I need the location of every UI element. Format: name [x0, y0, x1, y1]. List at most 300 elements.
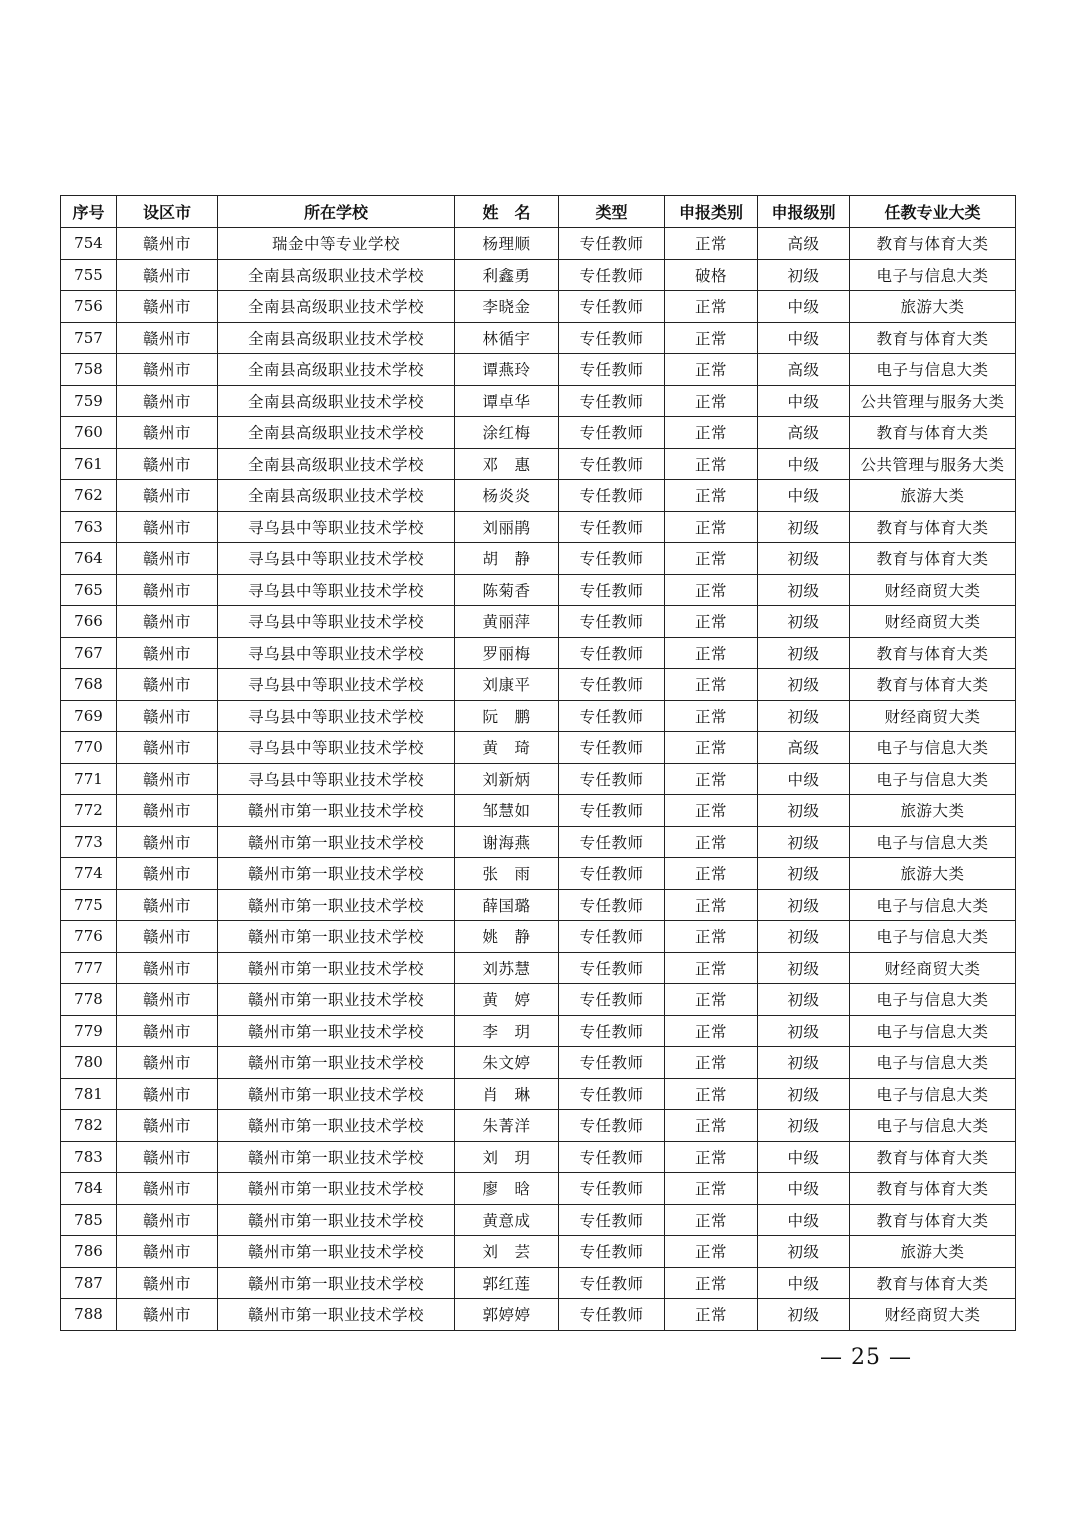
- table-row: [61, 606, 1016, 638]
- cell-type: 专任教师: [559, 921, 665, 953]
- cell-major-category: 教育与体育大类: [850, 669, 1016, 701]
- cell-school: 全南县高级职业技术学校: [218, 448, 455, 480]
- cell-apply-level: 初级: [758, 826, 850, 858]
- cell-city: 赣州市: [117, 1236, 218, 1268]
- page-number: — 25 —: [820, 1345, 912, 1370]
- col-header-city: 设区市: [117, 196, 218, 228]
- cell-school: 赣州市第一职业技术学校: [218, 1299, 455, 1331]
- cell-apply-level: 初级: [758, 1015, 850, 1047]
- cell-major-category: 电子与信息大类: [850, 259, 1016, 291]
- cell-major-category: 教育与体育大类: [850, 417, 1016, 449]
- cell-school: 全南县高级职业技术学校: [218, 291, 455, 323]
- cell-apply-level: 中级: [758, 385, 850, 417]
- cell-school: 寻乌县中等职业技术学校: [218, 606, 455, 638]
- cell-city: 赣州市: [117, 574, 218, 606]
- table-row: [61, 1267, 1016, 1299]
- cell-seq: 754: [61, 228, 117, 260]
- cell-apply-category: 正常: [665, 637, 758, 669]
- cell-major-category: 财经商贸大类: [850, 700, 1016, 732]
- table-row: [61, 417, 1016, 449]
- cell-apply-category: 正常: [665, 543, 758, 575]
- table-row: [61, 448, 1016, 480]
- cell-apply-category: 正常: [665, 354, 758, 386]
- cell-type: 专任教师: [559, 984, 665, 1016]
- cell-name: 郭婷婷: [455, 1299, 559, 1331]
- cell-apply-level: 初级: [758, 795, 850, 827]
- cell-city: 赣州市: [117, 1015, 218, 1047]
- cell-seq: 757: [61, 322, 117, 354]
- cell-apply-category: 正常: [665, 984, 758, 1016]
- table-row: [61, 385, 1016, 417]
- cell-city: 赣州市: [117, 228, 218, 260]
- cell-major-category: 教育与体育大类: [850, 322, 1016, 354]
- cell-major-category: 电子与信息大类: [850, 984, 1016, 1016]
- table-row: [61, 322, 1016, 354]
- cell-type: 专任教师: [559, 1267, 665, 1299]
- cell-school: 赣州市第一职业技术学校: [218, 1204, 455, 1236]
- cell-name: 肖 琳: [455, 1078, 559, 1110]
- cell-city: 赣州市: [117, 480, 218, 512]
- cell-school: 赣州市第一职业技术学校: [218, 921, 455, 953]
- cell-type: 专任教师: [559, 1173, 665, 1205]
- cell-apply-level: 中级: [758, 763, 850, 795]
- cell-apply-category: 正常: [665, 1078, 758, 1110]
- cell-school: 赣州市第一职业技术学校: [218, 1078, 455, 1110]
- cell-apply-level: 初级: [758, 858, 850, 890]
- table-row: [61, 574, 1016, 606]
- cell-school: 赣州市第一职业技术学校: [218, 1110, 455, 1142]
- cell-city: 赣州市: [117, 1110, 218, 1142]
- cell-seq: 756: [61, 291, 117, 323]
- cell-name: 谭卓华: [455, 385, 559, 417]
- cell-name: 李 玥: [455, 1015, 559, 1047]
- cell-city: 赣州市: [117, 291, 218, 323]
- cell-type: 专任教师: [559, 1110, 665, 1142]
- cell-apply-category: 正常: [665, 1267, 758, 1299]
- cell-apply-category: 正常: [665, 606, 758, 638]
- cell-school: 寻乌县中等职业技术学校: [218, 637, 455, 669]
- cell-apply-level: 初级: [758, 984, 850, 1016]
- cell-name: 黄 琦: [455, 732, 559, 764]
- cell-major-category: 教育与体育大类: [850, 1141, 1016, 1173]
- cell-type: 专任教师: [559, 795, 665, 827]
- cell-city: 赣州市: [117, 732, 218, 764]
- cell-type: 专任教师: [559, 291, 665, 323]
- col-header-school: 所在学校: [218, 196, 455, 228]
- table-row: [61, 511, 1016, 543]
- cell-apply-level: 初级: [758, 1047, 850, 1079]
- cell-apply-category: 破格: [665, 259, 758, 291]
- cell-name: 刘新炳: [455, 763, 559, 795]
- table-row: [61, 354, 1016, 386]
- cell-apply-category: 正常: [665, 1204, 758, 1236]
- cell-apply-category: 正常: [665, 322, 758, 354]
- cell-school: 全南县高级职业技术学校: [218, 417, 455, 449]
- cell-type: 专任教师: [559, 606, 665, 638]
- cell-seq: 772: [61, 795, 117, 827]
- cell-seq: 775: [61, 889, 117, 921]
- cell-major-category: 电子与信息大类: [850, 732, 1016, 764]
- cell-name: 罗丽梅: [455, 637, 559, 669]
- cell-seq: 777: [61, 952, 117, 984]
- cell-seq: 765: [61, 574, 117, 606]
- cell-type: 专任教师: [559, 448, 665, 480]
- cell-major-category: 电子与信息大类: [850, 826, 1016, 858]
- cell-school: 寻乌县中等职业技术学校: [218, 511, 455, 543]
- cell-type: 专任教师: [559, 1047, 665, 1079]
- cell-seq: 767: [61, 637, 117, 669]
- cell-type: 专任教师: [559, 1236, 665, 1268]
- cell-seq: 782: [61, 1110, 117, 1142]
- cell-school: 全南县高级职业技术学校: [218, 385, 455, 417]
- cell-type: 专任教师: [559, 480, 665, 512]
- cell-school: 赣州市第一职业技术学校: [218, 826, 455, 858]
- table-row: [61, 543, 1016, 575]
- cell-seq: 761: [61, 448, 117, 480]
- cell-apply-category: 正常: [665, 1015, 758, 1047]
- col-header-seq: 序号: [61, 196, 117, 228]
- cell-name: 阮 鹏: [455, 700, 559, 732]
- cell-major-category: 教育与体育大类: [850, 1173, 1016, 1205]
- cell-school: 全南县高级职业技术学校: [218, 259, 455, 291]
- cell-major-category: 教育与体育大类: [850, 228, 1016, 260]
- cell-major-category: 电子与信息大类: [850, 1015, 1016, 1047]
- table-row: [61, 921, 1016, 953]
- cell-name: 李晓金: [455, 291, 559, 323]
- cell-apply-level: 中级: [758, 448, 850, 480]
- cell-type: 专任教师: [559, 858, 665, 890]
- cell-major-category: 电子与信息大类: [850, 1078, 1016, 1110]
- cell-seq: 776: [61, 921, 117, 953]
- cell-apply-category: 正常: [665, 795, 758, 827]
- teacher-list-table: [60, 195, 1016, 1331]
- cell-apply-category: 正常: [665, 1299, 758, 1331]
- table-row: [61, 1141, 1016, 1173]
- cell-apply-category: 正常: [665, 1173, 758, 1205]
- cell-name: 黄 婷: [455, 984, 559, 1016]
- cell-major-category: 公共管理与服务大类: [850, 448, 1016, 480]
- cell-name: 张 雨: [455, 858, 559, 890]
- cell-school: 赣州市第一职业技术学校: [218, 858, 455, 890]
- cell-school: 寻乌县中等职业技术学校: [218, 669, 455, 701]
- cell-major-category: 公共管理与服务大类: [850, 385, 1016, 417]
- cell-name: 廖 晗: [455, 1173, 559, 1205]
- cell-name: 朱文婷: [455, 1047, 559, 1079]
- cell-school: 赣州市第一职业技术学校: [218, 1047, 455, 1079]
- cell-type: 专任教师: [559, 1299, 665, 1331]
- table-row: [61, 1236, 1016, 1268]
- cell-major-category: 电子与信息大类: [850, 354, 1016, 386]
- cell-type: 专任教师: [559, 763, 665, 795]
- cell-apply-level: 初级: [758, 606, 850, 638]
- cell-apply-category: 正常: [665, 1236, 758, 1268]
- cell-apply-level: 初级: [758, 1110, 850, 1142]
- cell-city: 赣州市: [117, 448, 218, 480]
- cell-apply-category: 正常: [665, 1110, 758, 1142]
- cell-apply-level: 中级: [758, 1173, 850, 1205]
- cell-seq: 760: [61, 417, 117, 449]
- cell-apply-category: 正常: [665, 1047, 758, 1079]
- cell-seq: 779: [61, 1015, 117, 1047]
- cell-name: 谭燕玲: [455, 354, 559, 386]
- cell-apply-level: 高级: [758, 417, 850, 449]
- table-row: [61, 1047, 1016, 1079]
- cell-city: 赣州市: [117, 858, 218, 890]
- cell-type: 专任教师: [559, 637, 665, 669]
- cell-major-category: 旅游大类: [850, 795, 1016, 827]
- cell-school: 赣州市第一职业技术学校: [218, 889, 455, 921]
- table-body: [61, 228, 1016, 1331]
- cell-city: 赣州市: [117, 259, 218, 291]
- cell-major-category: 教育与体育大类: [850, 511, 1016, 543]
- cell-school: 寻乌县中等职业技术学校: [218, 763, 455, 795]
- cell-type: 专任教师: [559, 732, 665, 764]
- cell-school: 寻乌县中等职业技术学校: [218, 732, 455, 764]
- cell-major-category: 电子与信息大类: [850, 763, 1016, 795]
- cell-type: 专任教师: [559, 417, 665, 449]
- cell-apply-level: 初级: [758, 637, 850, 669]
- cell-name: 刘 玥: [455, 1141, 559, 1173]
- cell-city: 赣州市: [117, 795, 218, 827]
- cell-name: 刘苏慧: [455, 952, 559, 984]
- cell-city: 赣州市: [117, 952, 218, 984]
- cell-seq: 773: [61, 826, 117, 858]
- table-row: [61, 952, 1016, 984]
- cell-seq: 769: [61, 700, 117, 732]
- cell-school: 赣州市第一职业技术学校: [218, 984, 455, 1016]
- cell-city: 赣州市: [117, 921, 218, 953]
- cell-apply-category: 正常: [665, 732, 758, 764]
- cell-apply-category: 正常: [665, 1141, 758, 1173]
- cell-type: 专任教师: [559, 322, 665, 354]
- cell-major-category: 电子与信息大类: [850, 889, 1016, 921]
- cell-seq: 783: [61, 1141, 117, 1173]
- cell-school: 赣州市第一职业技术学校: [218, 1173, 455, 1205]
- cell-apply-category: 正常: [665, 511, 758, 543]
- cell-name: 刘丽鹃: [455, 511, 559, 543]
- cell-major-category: 财经商贸大类: [850, 952, 1016, 984]
- cell-apply-category: 正常: [665, 921, 758, 953]
- cell-city: 赣州市: [117, 889, 218, 921]
- table-header-row: [61, 196, 1016, 228]
- cell-city: 赣州市: [117, 322, 218, 354]
- cell-seq: 764: [61, 543, 117, 575]
- cell-seq: 774: [61, 858, 117, 890]
- cell-apply-category: 正常: [665, 480, 758, 512]
- cell-major-category: 旅游大类: [850, 858, 1016, 890]
- cell-major-category: 旅游大类: [850, 480, 1016, 512]
- cell-name: 黄意成: [455, 1204, 559, 1236]
- cell-type: 专任教师: [559, 1204, 665, 1236]
- cell-major-category: 财经商贸大类: [850, 1299, 1016, 1331]
- cell-apply-level: 中级: [758, 291, 850, 323]
- cell-seq: 771: [61, 763, 117, 795]
- cell-seq: 763: [61, 511, 117, 543]
- table-row: [61, 480, 1016, 512]
- cell-name: 涂红梅: [455, 417, 559, 449]
- cell-apply-category: 正常: [665, 448, 758, 480]
- cell-seq: 785: [61, 1204, 117, 1236]
- cell-city: 赣州市: [117, 511, 218, 543]
- cell-major-category: 教育与体育大类: [850, 543, 1016, 575]
- cell-seq: 786: [61, 1236, 117, 1268]
- cell-city: 赣州市: [117, 1267, 218, 1299]
- col-header-apply-level: 申报级别: [758, 196, 850, 228]
- cell-school: 寻乌县中等职业技术学校: [218, 574, 455, 606]
- col-header-name: 姓 名: [455, 196, 559, 228]
- cell-apply-level: 初级: [758, 259, 850, 291]
- table-row: [61, 1078, 1016, 1110]
- cell-name: 刘康平: [455, 669, 559, 701]
- cell-seq: 787: [61, 1267, 117, 1299]
- cell-seq: 768: [61, 669, 117, 701]
- table-row: [61, 1015, 1016, 1047]
- cell-type: 专任教师: [559, 574, 665, 606]
- cell-seq: 780: [61, 1047, 117, 1079]
- col-header-major-category: 任教专业大类: [850, 196, 1016, 228]
- cell-apply-level: 初级: [758, 1299, 850, 1331]
- cell-seq: 788: [61, 1299, 117, 1331]
- cell-seq: 766: [61, 606, 117, 638]
- cell-major-category: 教育与体育大类: [850, 1267, 1016, 1299]
- table-row: [61, 228, 1016, 260]
- cell-type: 专任教师: [559, 1078, 665, 1110]
- cell-major-category: 电子与信息大类: [850, 921, 1016, 953]
- cell-apply-level: 高级: [758, 228, 850, 260]
- cell-name: 郭红莲: [455, 1267, 559, 1299]
- cell-name: 杨炎炎: [455, 480, 559, 512]
- cell-apply-level: 中级: [758, 480, 850, 512]
- cell-school: 赣州市第一职业技术学校: [218, 795, 455, 827]
- cell-school: 全南县高级职业技术学校: [218, 354, 455, 386]
- cell-apply-level: 初级: [758, 543, 850, 575]
- cell-name: 薛国璐: [455, 889, 559, 921]
- table-row: [61, 291, 1016, 323]
- cell-school: 全南县高级职业技术学校: [218, 480, 455, 512]
- cell-type: 专任教师: [559, 511, 665, 543]
- cell-school: 全南县高级职业技术学校: [218, 322, 455, 354]
- cell-major-category: 教育与体育大类: [850, 637, 1016, 669]
- cell-type: 专任教师: [559, 952, 665, 984]
- cell-type: 专任教师: [559, 669, 665, 701]
- table-row: [61, 259, 1016, 291]
- cell-apply-level: 高级: [758, 354, 850, 386]
- cell-school: 赣州市第一职业技术学校: [218, 952, 455, 984]
- cell-city: 赣州市: [117, 1141, 218, 1173]
- cell-apply-level: 初级: [758, 889, 850, 921]
- cell-apply-category: 正常: [665, 574, 758, 606]
- cell-school: 赣州市第一职业技术学校: [218, 1236, 455, 1268]
- table-row: [61, 732, 1016, 764]
- cell-seq: 759: [61, 385, 117, 417]
- cell-apply-level: 高级: [758, 732, 850, 764]
- cell-apply-level: 初级: [758, 700, 850, 732]
- cell-apply-level: 中级: [758, 1267, 850, 1299]
- cell-name: 利鑫勇: [455, 259, 559, 291]
- cell-type: 专任教师: [559, 354, 665, 386]
- cell-apply-category: 正常: [665, 385, 758, 417]
- cell-name: 杨理顺: [455, 228, 559, 260]
- table-row: [61, 1173, 1016, 1205]
- cell-school: 赣州市第一职业技术学校: [218, 1015, 455, 1047]
- cell-type: 专任教师: [559, 259, 665, 291]
- table-row: [61, 669, 1016, 701]
- cell-seq: 778: [61, 984, 117, 1016]
- cell-city: 赣州市: [117, 669, 218, 701]
- cell-school: 赣州市第一职业技术学校: [218, 1267, 455, 1299]
- cell-city: 赣州市: [117, 543, 218, 575]
- cell-type: 专任教师: [559, 700, 665, 732]
- cell-apply-level: 初级: [758, 669, 850, 701]
- col-header-apply-category: 申报类别: [665, 196, 758, 228]
- cell-name: 陈菊香: [455, 574, 559, 606]
- cell-city: 赣州市: [117, 763, 218, 795]
- cell-city: 赣州市: [117, 606, 218, 638]
- cell-name: 姚 静: [455, 921, 559, 953]
- table-row: [61, 763, 1016, 795]
- cell-apply-level: 初级: [758, 952, 850, 984]
- cell-apply-level: 中级: [758, 1204, 850, 1236]
- cell-type: 专任教师: [559, 1141, 665, 1173]
- cell-major-category: 旅游大类: [850, 291, 1016, 323]
- cell-city: 赣州市: [117, 984, 218, 1016]
- cell-name: 邹慧如: [455, 795, 559, 827]
- cell-seq: 784: [61, 1173, 117, 1205]
- cell-seq: 781: [61, 1078, 117, 1110]
- table-row: [61, 795, 1016, 827]
- cell-apply-level: 初级: [758, 1236, 850, 1268]
- cell-apply-category: 正常: [665, 952, 758, 984]
- cell-major-category: 电子与信息大类: [850, 1110, 1016, 1142]
- cell-major-category: 电子与信息大类: [850, 1047, 1016, 1079]
- cell-apply-category: 正常: [665, 291, 758, 323]
- cell-apply-category: 正常: [665, 228, 758, 260]
- col-header-type: 类型: [559, 196, 665, 228]
- cell-city: 赣州市: [117, 826, 218, 858]
- cell-type: 专任教师: [559, 385, 665, 417]
- cell-city: 赣州市: [117, 1078, 218, 1110]
- cell-city: 赣州市: [117, 1047, 218, 1079]
- cell-apply-category: 正常: [665, 889, 758, 921]
- table-row: [61, 984, 1016, 1016]
- cell-name: 谢海燕: [455, 826, 559, 858]
- cell-school: 瑞金中等专业学校: [218, 228, 455, 260]
- cell-city: 赣州市: [117, 417, 218, 449]
- cell-city: 赣州市: [117, 1299, 218, 1331]
- cell-name: 林循宇: [455, 322, 559, 354]
- cell-apply-category: 正常: [665, 417, 758, 449]
- cell-city: 赣州市: [117, 354, 218, 386]
- cell-type: 专任教师: [559, 543, 665, 575]
- table-row: [61, 637, 1016, 669]
- cell-name: 胡 静: [455, 543, 559, 575]
- table-row: [61, 1204, 1016, 1236]
- cell-name: 邓 惠: [455, 448, 559, 480]
- cell-apply-level: 初级: [758, 921, 850, 953]
- cell-type: 专任教师: [559, 1015, 665, 1047]
- cell-seq: 755: [61, 259, 117, 291]
- cell-apply-category: 正常: [665, 700, 758, 732]
- cell-apply-category: 正常: [665, 669, 758, 701]
- cell-major-category: 旅游大类: [850, 1236, 1016, 1268]
- cell-name: 朱菁洋: [455, 1110, 559, 1142]
- cell-type: 专任教师: [559, 826, 665, 858]
- cell-apply-level: 中级: [758, 1141, 850, 1173]
- cell-apply-category: 正常: [665, 763, 758, 795]
- cell-major-category: 教育与体育大类: [850, 1204, 1016, 1236]
- cell-apply-level: 初级: [758, 511, 850, 543]
- cell-type: 专任教师: [559, 889, 665, 921]
